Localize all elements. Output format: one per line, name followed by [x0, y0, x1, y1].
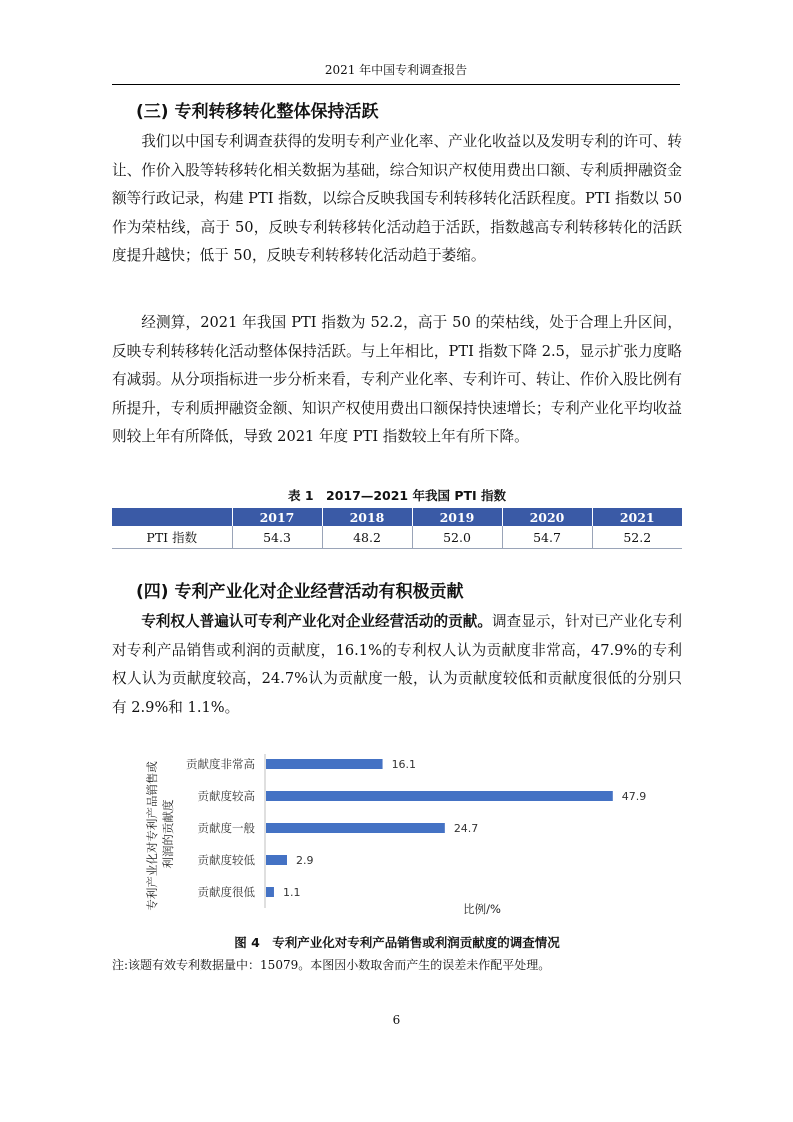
pti-table-value: 48.2	[322, 526, 412, 549]
running-header: 2021 年中国专利调查报告	[324, 63, 468, 77]
section-4-heading: (四) 专利产业化对企业经营活动有积极贡献	[136, 582, 464, 602]
data-label: 24.7	[453, 822, 479, 835]
header-rule	[112, 84, 680, 85]
section-3-paragraph-2: 经测算，2021 年我国 PTI 指数为 52.2，高于 50 的荣枯线，处于合理上升区间，反映专利转移转化活动整体保持活跃。与上年相比，PTI 指数下降 2.5，显示扩张力度略有减弱。从分项指标进一步分析来看，专利产业化率、专利许可、转让、作价入股比例有所提升，专利质押融资金额、知识产权使用费出口额保持快速增长；专利产业化平均收益则较上年有所降低，导致 2021 年度 PTI 指数较上年有所下降。	[112, 314, 682, 445]
pti-table-year: 2018	[322, 508, 412, 526]
data-label: 47.9	[621, 790, 647, 803]
x-axis-title: 比例/%	[463, 902, 501, 916]
category-label: 贡献度非常高	[186, 757, 255, 771]
pti-table-value: 54.3	[232, 526, 322, 549]
contribution-bar-chart	[112, 748, 682, 923]
category-label: 贡献度一般	[197, 821, 255, 835]
category-label: 贡献度很低	[197, 885, 255, 899]
y-axis-title-line-2: 利润的贡献度	[161, 799, 175, 869]
bar	[266, 823, 445, 833]
pti-table-year: 2021	[592, 508, 682, 526]
pti-table-year: 2017	[232, 508, 322, 526]
pti-table-value: 52.2	[592, 526, 682, 549]
category-label: 贡献度较高	[197, 789, 255, 803]
figure-4-caption: 图 4 专利产业化对专利产品销售或利润贡献度的调查情况	[234, 935, 560, 950]
figure-note: 注:该题有效专利数据量中：15079。本图因小数取舍而产生的误差未作配平处理。	[112, 958, 551, 972]
bar	[266, 855, 287, 865]
section-4-lead-sentence: 专利权人普遍认可专利产业化对企业经营活动的贡献。	[141, 613, 492, 630]
data-label: 16.1	[391, 758, 417, 771]
table-1-caption: 表 1 2017—2021 年我国 PTI 指数	[287, 488, 507, 503]
pti-table-header-blank	[112, 508, 232, 526]
bar	[266, 791, 613, 801]
y-axis-title-line-1: 专利产业化对专利产品销售或	[145, 761, 159, 911]
pti-table-row	[112, 526, 682, 549]
section-3-heading: (三) 专利转移转化整体保持活跃	[136, 102, 379, 122]
bar	[266, 887, 274, 897]
page-number: 6	[392, 1013, 401, 1027]
bar-group	[186, 757, 646, 899]
pti-table-value: 54.7	[502, 526, 592, 549]
section-4-paragraph-1	[112, 608, 682, 722]
pti-table-year: 2019	[412, 508, 502, 526]
data-label: 1.1	[282, 886, 301, 899]
section-4-body: 调查显示，针对已产业化专利对专利产品销售或利润的贡献度，16.1%的专利权人认为贡献度非常高，47.9%的专利权人认为贡献度较高，24.7%认为贡献度一般，认为贡献度较低和贡献度很低的分别只有 2.9%和 1.1%。	[112, 613, 682, 716]
pti-table-row-label: PTI 指数	[112, 526, 232, 549]
pti-table-value: 52.0	[412, 526, 502, 549]
pti-table	[112, 508, 682, 549]
y-axis-title	[145, 757, 175, 910]
bar	[266, 759, 383, 769]
category-label: 贡献度较低	[197, 853, 255, 867]
data-label: 2.9	[295, 854, 314, 867]
pti-table-year: 2020	[502, 508, 592, 526]
section-3-paragraph-1: 我们以中国专利调查获得的发明专利产业化率、产业化收益以及发明专利的许可、转让、作价入股等转移转化相关数据为基础，综合知识产权使用费出口额、专利质押融资金额等行政记录，构建 PTI 指数，以综合反映我国专利转移转化活跃程度。PTI 指数以 50 作为荣枯线，高于 50，反映专利转移转化活动趋于活跃，指数越高专利转移转化的活跃度提升越快；低于 50，反映专利转移转化活动趋于萎缩。	[112, 133, 682, 264]
pti-table-header-row	[112, 508, 682, 526]
